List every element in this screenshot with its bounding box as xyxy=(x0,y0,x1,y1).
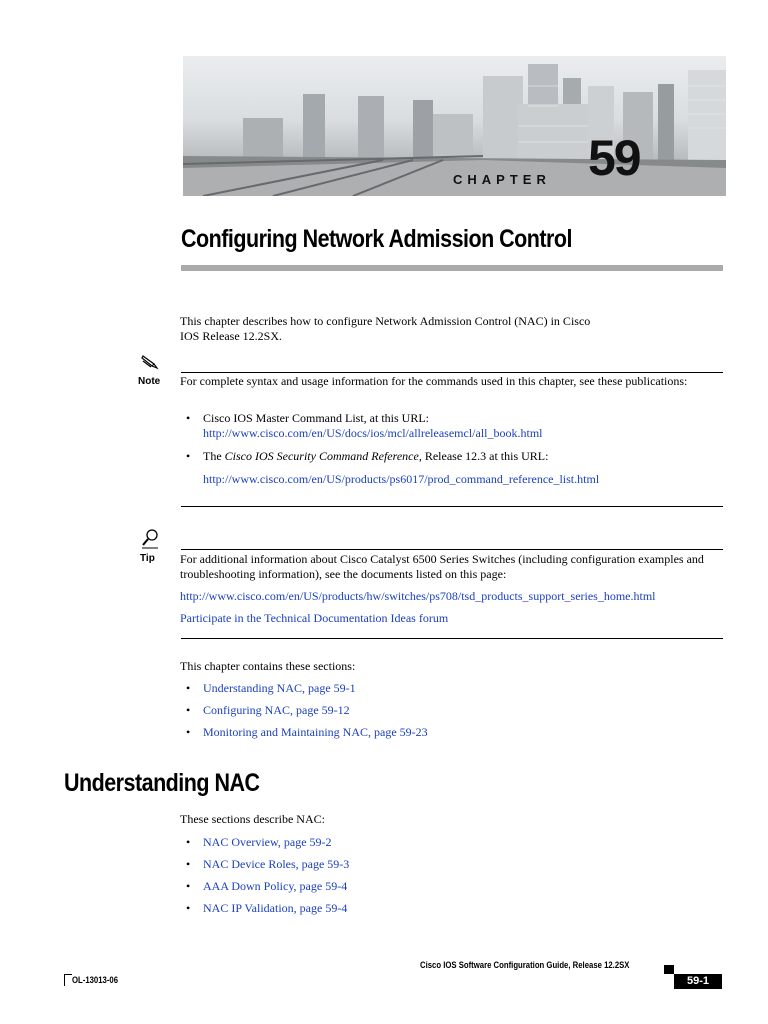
page-title: Configuring Network Admission Control xyxy=(181,225,572,253)
list-item xyxy=(180,449,725,487)
section-heading: Understanding NAC xyxy=(64,769,260,797)
list-item xyxy=(180,681,725,696)
footer-left-mark-top xyxy=(64,974,72,975)
note-item-url-link[interactable]: http://www.cisco.com/en/US/products/ps6017/prod_command_reference_list.html xyxy=(203,472,600,486)
intro-paragraph: This chapter describes how to configure Network Admission Control (NAC) in Cisco IOS Release 12.2SX. xyxy=(180,314,591,343)
tip-magnifier-icon xyxy=(141,528,161,554)
footer-left-mark xyxy=(64,974,65,986)
note-item-text: Cisco IOS Master Command List, at this URL: xyxy=(203,411,429,425)
section-link[interactable]: Understanding NAC, page 59-1 xyxy=(203,681,356,695)
note-item-text-suffix: , Release 12.3 at this URL: xyxy=(418,449,549,463)
note-item-url-link[interactable]: http://www.cisco.com/en/US/docs/ios/mcl/allreleasemcl/all_book.html xyxy=(203,426,543,440)
note-top-rule xyxy=(181,372,723,373)
understanding-list xyxy=(180,835,725,916)
chapter-label: CHAPTER xyxy=(453,172,551,187)
note-item-italic-title: Cisco IOS Security Command Reference xyxy=(224,449,419,463)
tip-label: Tip xyxy=(140,553,155,564)
chapter-number: 59 xyxy=(588,130,640,186)
list-item xyxy=(180,835,725,850)
footer-page-number: 59-1 xyxy=(674,974,722,989)
title-rule xyxy=(181,265,723,271)
understanding-intro: These sections describe NAC: xyxy=(180,812,325,826)
note-text: For complete syntax and usage information for the commands used in this chapter, see these publications: xyxy=(180,374,688,388)
note-item-text: The xyxy=(203,449,225,463)
topic-link[interactable]: NAC Device Roles, page 59-3 xyxy=(203,857,350,871)
list-item xyxy=(180,901,725,916)
topic-link[interactable]: NAC IP Validation, page 59-4 xyxy=(203,901,348,915)
list-item xyxy=(180,879,725,894)
tip-bottom-rule xyxy=(181,638,723,639)
sections-intro: This chapter contains these sections: xyxy=(180,659,356,673)
tip-top-rule xyxy=(181,549,723,550)
list-item xyxy=(180,725,725,740)
footer-corner-mark xyxy=(664,965,674,974)
tip-url-link[interactable]: http://www.cisco.com/en/US/products/hw/switches/ps708/tsd_products_support_series_home.html xyxy=(180,589,656,603)
tip-text: For additional information about Cisco Catalyst 6500 Series Switches (including configuration examples and troubleshooting information), see the documents listed on this page: xyxy=(180,552,704,581)
list-item xyxy=(180,857,725,872)
section-link[interactable]: Configuring NAC, page 59-12 xyxy=(203,703,350,717)
note-list xyxy=(180,411,725,487)
list-item xyxy=(180,703,725,718)
section-link[interactable]: Monitoring and Maintaining NAC, page 59-23 xyxy=(203,725,428,739)
footer-doc-number: OL-13013-06 xyxy=(72,975,119,985)
footer-guide-title: Cisco IOS Software Configuration Guide, Release 12.2SX xyxy=(420,960,630,970)
note-bottom-rule xyxy=(181,506,723,507)
topic-link[interactable]: NAC Overview, page 59-2 xyxy=(203,835,332,849)
list-item xyxy=(180,411,725,441)
tip-forum-link[interactable]: Participate in the Technical Documentation Ideas forum xyxy=(180,611,449,625)
topic-link[interactable]: AAA Down Policy, page 59-4 xyxy=(203,879,348,893)
note-pencil-icon xyxy=(140,353,160,375)
note-label: Note xyxy=(138,376,161,387)
sections-list xyxy=(180,681,725,740)
